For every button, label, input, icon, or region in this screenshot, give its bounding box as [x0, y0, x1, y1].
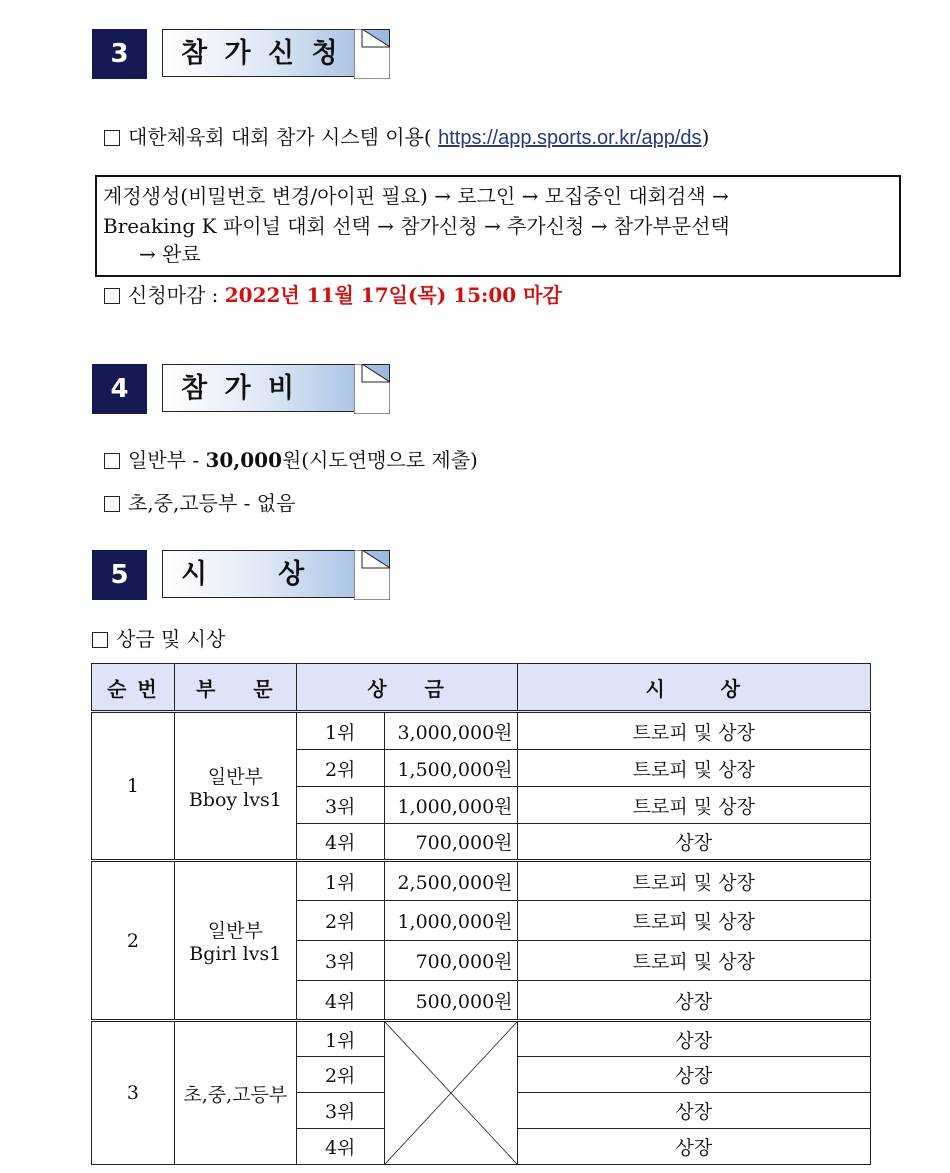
- header-award: 시 상: [517, 664, 870, 712]
- award-cell: 상장: [517, 1093, 870, 1129]
- header-division: 부 문: [174, 664, 296, 712]
- prize-subtitle-line: [92, 626, 225, 652]
- group-no: 3: [92, 1021, 175, 1165]
- registration-link[interactable]: https://app.sports.or.kr/app/ds: [438, 127, 702, 149]
- paren-close: ): [701, 125, 710, 149]
- steps-line-3: → 완료: [139, 242, 201, 266]
- checkbox-icon: [104, 453, 120, 469]
- group-division: [174, 712, 296, 861]
- checkbox-icon: [92, 632, 108, 648]
- award-cell: 상장: [517, 981, 870, 1021]
- deadline-value: 2022년 11월 17일(목) 15:00 마감: [224, 283, 562, 307]
- award-cell: 트로피 및 상장: [517, 712, 870, 750]
- prize-cell: 1,500,000원: [384, 750, 517, 787]
- prize-cell: 700,000원: [384, 824, 517, 861]
- section-title: 참 가 비: [162, 364, 390, 412]
- section-number: 4: [92, 364, 147, 414]
- rank-cell: 3위: [296, 787, 384, 824]
- steps-line-1: 계정생성(비밀번호 변경/아이핀 필요) → 로그인 → 모집중인 대회검색 →: [103, 184, 729, 208]
- rank-cell: 4위: [296, 1129, 384, 1165]
- group-no: 2: [92, 861, 175, 1021]
- folded-corner-icon: [354, 29, 390, 79]
- rank-cell: 2위: [296, 750, 384, 787]
- division-line-2: Bboy lvs1: [188, 788, 282, 811]
- award-cell: 트로피 및 상장: [517, 901, 870, 941]
- fee-general-line: [104, 447, 478, 473]
- prize-cell: 1,000,000원: [384, 901, 517, 941]
- rank-cell: 4위: [296, 824, 384, 861]
- checkbox-icon: [104, 496, 120, 512]
- award-cell: 트로피 및 상장: [517, 861, 870, 901]
- cross-out-icon: [385, 1022, 517, 1164]
- rank-cell: 2위: [296, 1057, 384, 1093]
- division-line-1: 일반부: [207, 765, 263, 788]
- division-line-2: Bgirl lvs1: [189, 943, 282, 965]
- division-line-1: 일반부: [207, 920, 263, 942]
- table-row: [92, 861, 871, 901]
- fee-general-label: 일반부 -: [128, 448, 206, 472]
- steps-line-2: Breaking K 파이널 대회 선택 → 참가신청 → 추가신청 → 참가부문선택: [103, 214, 730, 238]
- rank-cell: 1위: [296, 712, 384, 750]
- fee-general-rest: 원(시도연맹으로 제출): [281, 448, 478, 472]
- fee-general-amount: 30,000: [205, 448, 282, 472]
- group-no: 1: [92, 712, 175, 861]
- section-number: 5: [92, 550, 147, 600]
- rank-cell: 1위: [296, 861, 384, 901]
- deadline-line: [104, 282, 562, 308]
- award-cell: 트로피 및 상장: [517, 750, 870, 787]
- group-division: 초,중,고등부: [174, 1021, 296, 1165]
- checkbox-icon: [104, 288, 120, 304]
- award-cell: 트로피 및 상장: [517, 787, 870, 824]
- award-cell: 상장: [517, 824, 870, 861]
- header-no: 순 번: [92, 664, 175, 712]
- steps-box: [95, 175, 901, 277]
- rank-cell: 4위: [296, 981, 384, 1021]
- award-cell: 상장: [517, 1021, 870, 1057]
- prize-cell: 500,000원: [384, 981, 517, 1021]
- folded-corner-icon: [354, 364, 390, 414]
- table-row: [92, 712, 871, 750]
- fee-youth-line: [104, 490, 295, 516]
- section-title: 시 상: [162, 550, 390, 598]
- rank-cell: 2위: [296, 901, 384, 941]
- checkbox-icon: [104, 130, 120, 146]
- prize-cell: 700,000원: [384, 941, 517, 981]
- section-number: 3: [92, 29, 147, 79]
- prize-cell: 2,500,000원: [384, 861, 517, 901]
- group-division: [174, 861, 296, 1021]
- table-header-row: [92, 664, 871, 712]
- registration-system-line: [104, 124, 709, 151]
- award-cell: 상장: [517, 1057, 870, 1093]
- folded-corner-icon: [354, 550, 390, 600]
- rank-cell: 3위: [296, 1093, 384, 1129]
- fee-youth-text: 초,중,고등부 - 없음: [128, 491, 296, 515]
- prize-table: [91, 663, 871, 1165]
- deadline-label: 신청마감 :: [128, 283, 225, 307]
- prize-cell: 3,000,000원: [384, 712, 517, 750]
- prize-subtitle: 상금 및 시상: [116, 627, 226, 651]
- award-cell: 상장: [517, 1129, 870, 1165]
- award-cell: 트로피 및 상장: [517, 941, 870, 981]
- prize-cell: 1,000,000원: [384, 787, 517, 824]
- table-row: [92, 1021, 871, 1057]
- system-text: 대한체육회 대회 참가 시스템 이용(: [128, 125, 432, 149]
- section-title: 참 가 신 청: [162, 29, 390, 77]
- no-prize-cell: [384, 1021, 517, 1165]
- header-prize: 상 금: [296, 664, 517, 712]
- rank-cell: 3위: [296, 941, 384, 981]
- rank-cell: 1위: [296, 1021, 384, 1057]
